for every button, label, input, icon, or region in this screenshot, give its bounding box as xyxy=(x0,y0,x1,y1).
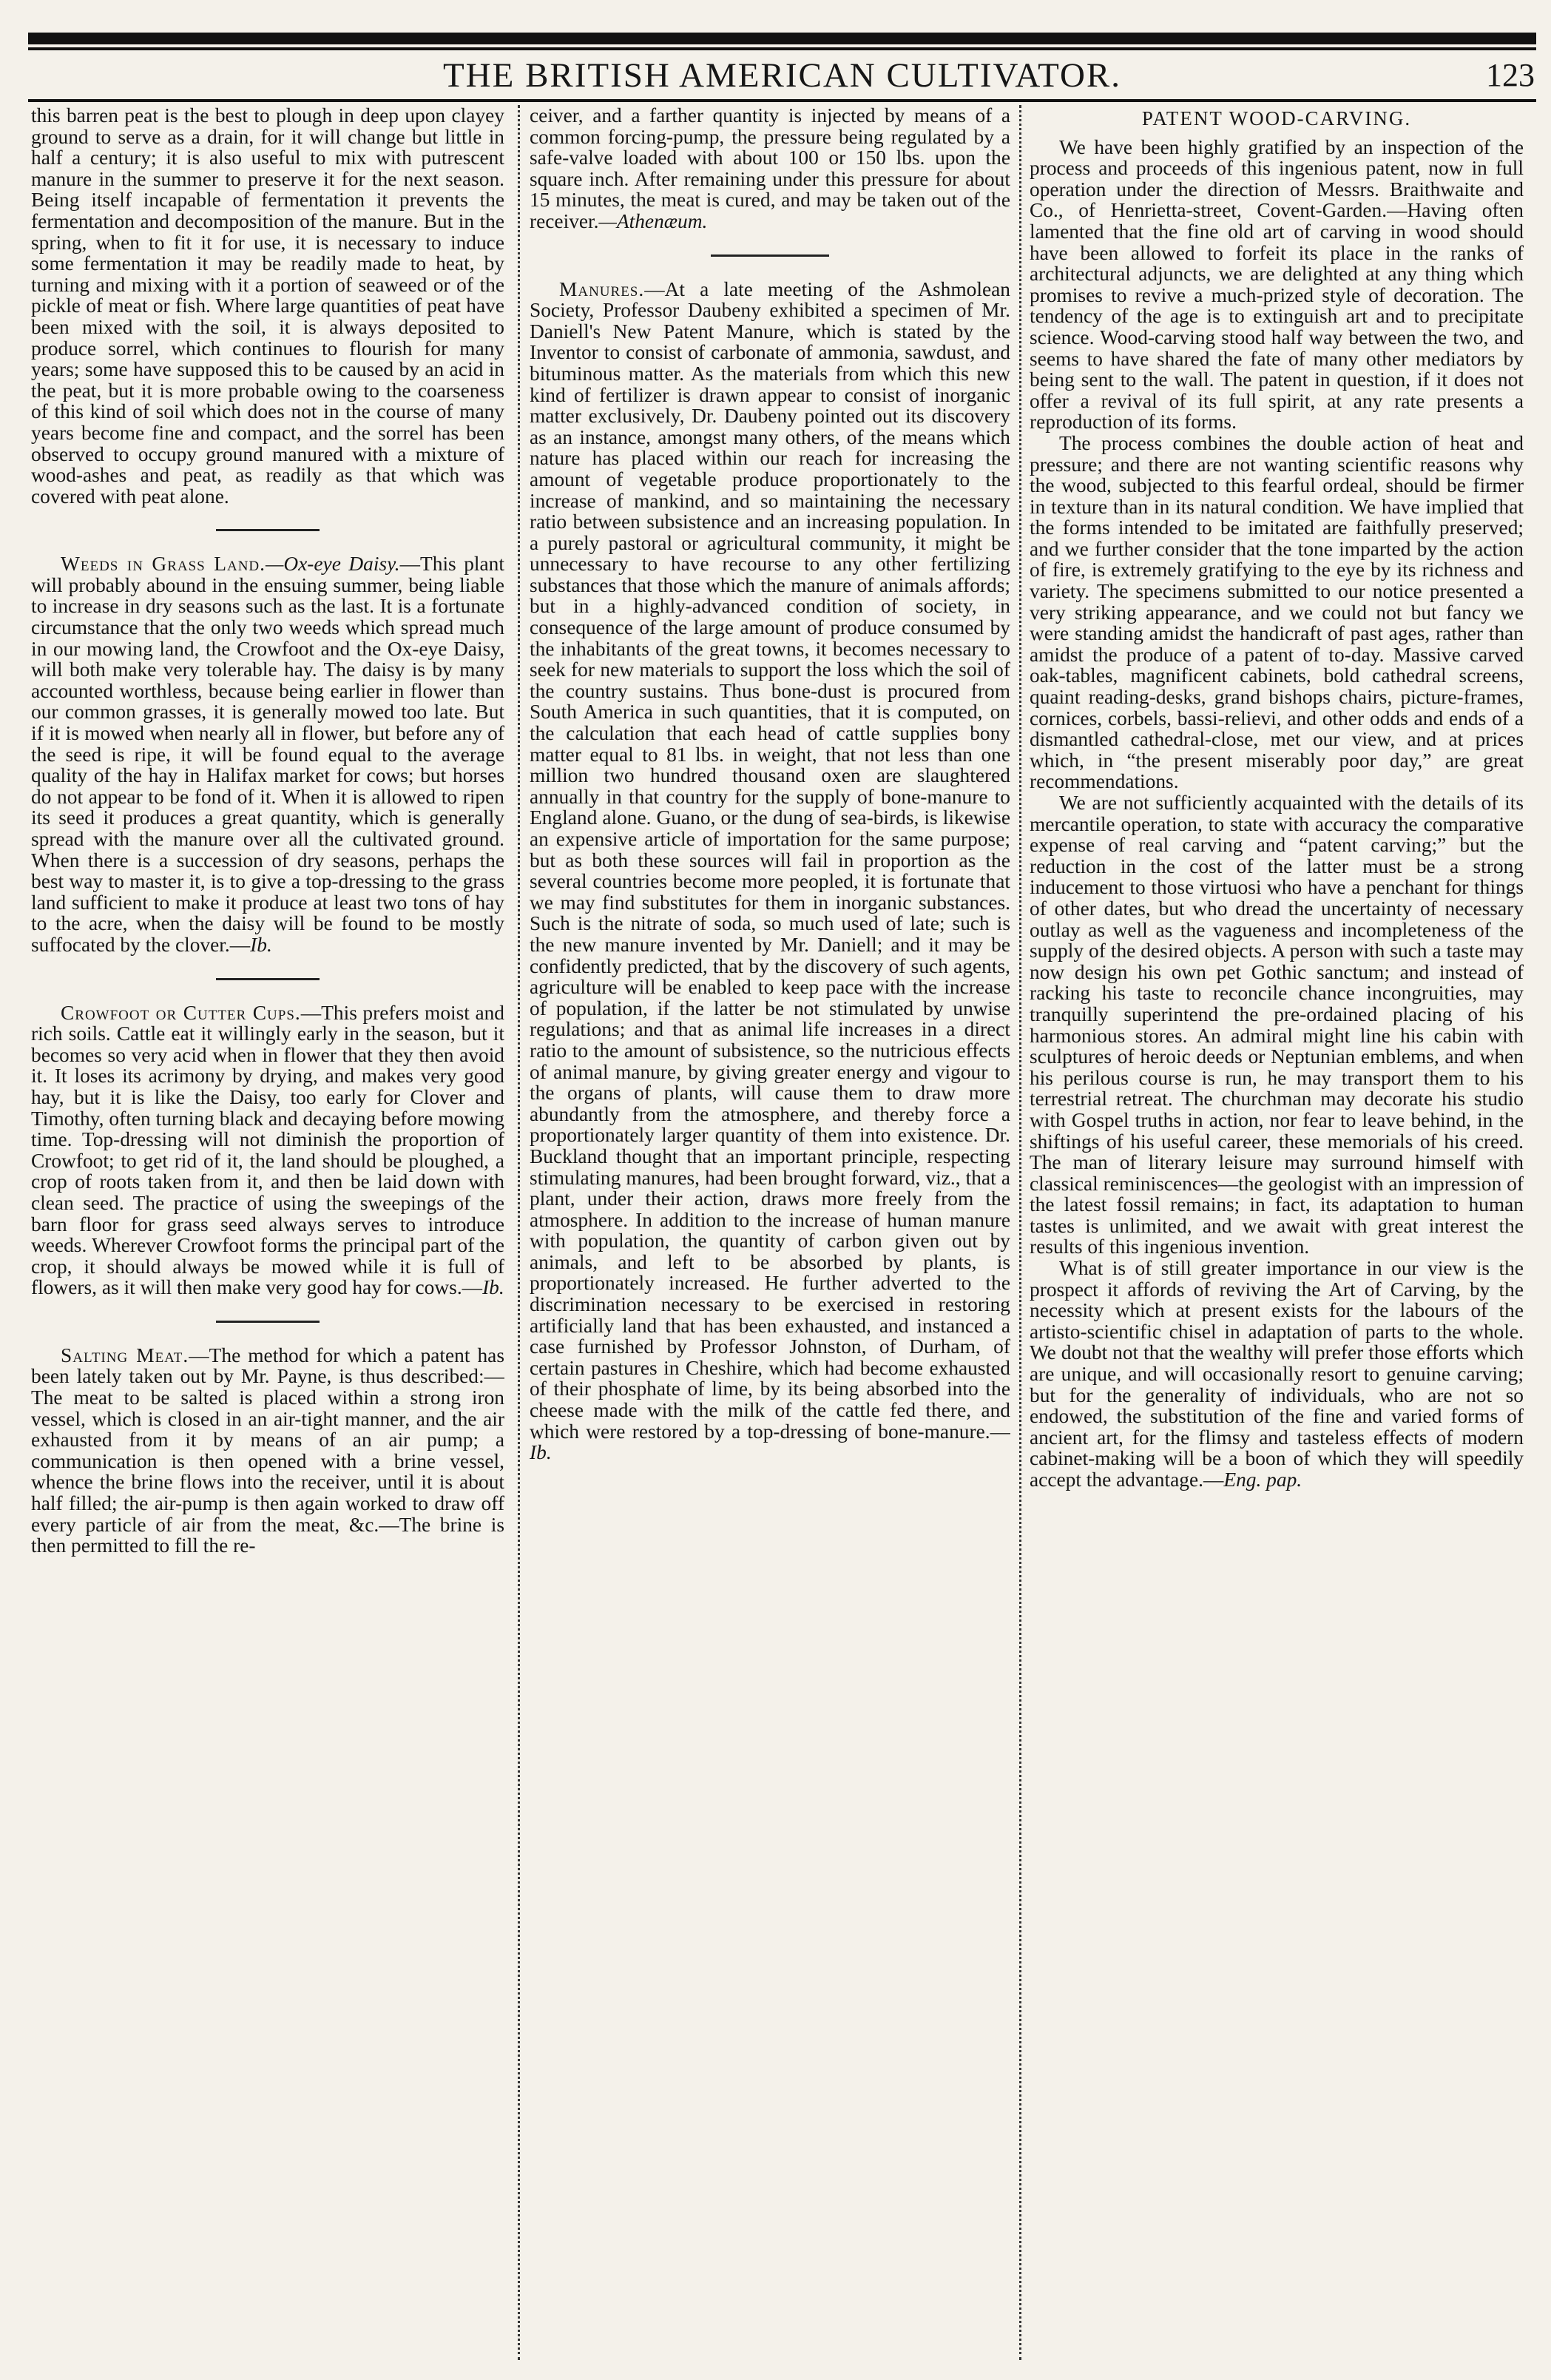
manures-article xyxy=(530,279,1010,1463)
manures-source: Ib. xyxy=(530,1441,552,1464)
weeds-article xyxy=(31,553,504,955)
weeds-heading: Weeds in Grass Land. xyxy=(61,553,266,576)
wood-carving-paragraph-1: We have been highly gratified by an inspection of the process and proceeds of this ingenious patent, now in full operation under the direction of Messrs. Braithwaite and Co., of Henrietta-street, Covent-Garden.—Having often lamented that the fine old art of carving in wood should have been allowed to forfeit its place in the ranks of architectural adjuncts, we are delighted at any thing which promises to revive a much-prized style of decoration. The tendency of the age is to extinguish art and to precipitate science. Wood-carving stood half way between the two, and seems to have shared the fate of many other mediators by being sent to the wall. The patent in question, if it does not offer a revival of its full spirit, at any rate presents a reproduction of its forms. xyxy=(1030,135,1524,434)
section-separator xyxy=(711,254,829,257)
column-1 xyxy=(31,105,504,2360)
wood-carving-paragraph-2: The process combines the double action of heat and pressure; and there are not wanting scientific reasons why the wood, subjected to this fearful ordeal, should be firmer in texture than in its natural condition. We have implied that the forms intended to be imitated are faithfully preserved; and we further consider that the tone imparted by the action of fire, is extremely gratifying to the eye by its richness and variety. The specimens submitted to our notice presented a very striking appearance, and we could not but fancy we were standing amidst the handicraft of past ages, rather than amidst the produce of a patent of to-day. Massive carved oak-tables, magnificent cabinets, bold cathedral screens, quaint reading-desks, grand bishops chairs, picture-frames, cornices, corbels, bassi-relievi, and other odds and ends of a dismantled cathedral-close, met our view, and at prices which, in “the present miserably poor day,” are great recommendations. xyxy=(1030,431,1524,793)
salting-article xyxy=(31,1345,504,1557)
column-2 xyxy=(530,105,1010,2360)
wood-carving-paragraph-3: We are not sufficiently acquainted with the details of its mercantile operation, to state with accuracy the comparative expense of real carving and “patent carving;” but the reduction in the cost of the latter must be a strong inducement to those virtuosi who have a penchant for things of other dates, but who dread the uncertainty of necessary outlay as well as the vagueness and incompleteness of the supply of the desired objects. A person with such a taste may now design his own pet Gothic sanctum; and instead of racking his taste to reconcile chance incongruities, may tranquilly superintend the pre-ordained placing of his harmonious stores. An admiral might line his cabin with sculptures of heroic deeds or Neptunian emblems, and when his perilous course is run, he may transport them to his terrestrial retreat. The churchman may decorate his studio with Gospel truths in action, nor fear to leave behind, in the shiftings of his useful career, these memorials of his creed. The man of literary leisure may surround himself with classical reminiscences—the geologist with an impression of the latest fossil remains; in fact, its adaptation to human tastes is unlimited, and we await with great interest the results of this ingenious invention. xyxy=(1030,792,1524,1258)
peat-paragraph: this barren peat is the best to plough in deep upon clayey ground to serve as a drain, for it will change but little in half a century; it is also useful to mix with putrescent manure in the summer to preserve it for the next season. Being itself incapable of fermentation it prevents the fermentation and decomposition of the manure. But in the spring, when to fit it for use, it is necessary to induce some fermentation it may be readily made to heat, by turning and mixing with it a portion of seaweed or of the pickle of meat or fish. Where large quantities of peat have been mixed with the soil, it is always deposited to produce sorrel, which continues to flourish for many years; some have supposed this to be caused by an acid in the peat, but it is more probable owing to the coarseness of this kind of soil which does not in the course of many years become fine and compact, and the sorrel has been observed to occupy ground manured with a mixture of wood-ashes and peat, as readily as that which was covered with peat alone. xyxy=(31,105,504,508)
crowfoot-source: Ib. xyxy=(482,1276,504,1299)
wood-carving-paragraph-4-body: What is of still greater importance in our view is the prospect it affords of reviving the Art of Carving, by the necessity which at present exists for the labours of the artisto-scientific chisel in adaptation of parts to the whole. We doubt not that the wealthy will prefer those efforts which are unique, and will occasionally resort to genuine carving; but for the generality of individuals, who are not so endowed, the substitution of the fine and varied forms of ancient art, for the flimsy and tasteless effects of modern cabinet-making will be a boon of which they will speedily accept the advantage.— xyxy=(1030,1257,1524,1491)
salting-continuation-body: ceiver, and a farther quantity is injected by means of a common forcing-pump, the pressure being regulated by a safe-valve loaded with about 100 or 150 lbs. upon the square inch. After remaining under this pressure for about 15 minutes, the meat is cured, and may be taken out of the receiver. xyxy=(530,105,1010,232)
masthead xyxy=(28,52,1536,99)
crowfoot-body: —This prefers moist and rich soils. Cattle eat it willingly early in the season, but it becomes so very acid when in flower that they then avoid it. It loses its acrimony by drying, and makes very good hay, but it is like the Daisy, too early for Clover and Timothy, often turning black and decaying before mowing time. Top-dressing will not diminish the proportion of Crowfoot; to get rid of it, the land should be ploughed, a crop of roots taken from it, and then be laid down with clean seed. The practice of using the sweepings of the barn floor for grass seed always serves to introduce weeds. Wherever Crowfoot forms the principal part of the crop, it should always be mowed while it is full of flowers, as it will then make very good hay for cows.— xyxy=(31,1001,504,1299)
section-separator xyxy=(216,978,320,980)
salting-continuation xyxy=(530,105,1010,232)
header-rule-thin xyxy=(28,47,1536,50)
wood-carving-paragraph-4 xyxy=(1030,1258,1524,1491)
column-3 xyxy=(1030,105,1524,2360)
column-divider xyxy=(1019,105,1021,2360)
section-separator xyxy=(216,1321,320,1323)
crowfoot-article xyxy=(31,1002,504,1298)
wood-carving-source: Eng. pap. xyxy=(1223,1469,1302,1491)
column-divider xyxy=(518,105,520,2360)
manures-heading: Manures. xyxy=(559,277,645,300)
header-rule-thick xyxy=(28,33,1536,44)
page-number: 123 xyxy=(1486,57,1535,93)
salting-heading: Salting Meat. xyxy=(61,1344,189,1366)
manures-body: —At a late meeting of the Ashmolean Society, Professor Daubeny exhibited a specimen of Mr. Daniell's New Patent Manure, which is stated by the Inventor to consist of carbonate of ammonia, sawdust, and bituminous matter. As the materials from which this new kind of fertilizer is drawn appear to consist of inorganic matter exclusively, Dr. Daubeny pointed out its discovery as an instance, amongst many others, of the means which nature has placed within our reach for increasing the amount of vegetable produce proportionately to the increase of mankind, and so maintaining the necessary ratio between subsistence and an increasing population. In a purely pastoral or agricultural community, it might be unnecessary to have recourse to any other fertilizing substances that those which the manure of animals affords; but in a highly-advanced condition of society, in consequence of the large amount of produce consumed by the inhabitants of the great towns, it becomes necessary to seek for new materials to support the loss which the soil of the country sustains. Thus bone-dust is procured from South America in such quantities, that it is computed, on the calculation that each head of cattle supplies bony matter equal to 81 lbs. in weight, that not less than one million two hundred thousand oxen are slaughtered annually in that country for the supply of bone-manure to England alone. Guano, or the dung of sea-birds, is likewise an expensive article of importation for the same purpose; but as both these sources will fail in proportion as the several countries become more peopled, it is fortunate that we may find substitutes for them in inorganic substances. Such is the nitrate of soda, so much used of late; such is the new manure invented by Mr. Daniell; and it may be confidently predicted, that by the discovery of such agents, agriculture will be enabled to keep pace with the increase of population, if the latter be not stimulated by unwise regulations; and that as animal life increases in a direct ratio to the amount of subsistence, so the nutricious effects of animal manure, by giving greater energy and vigour to the organs of plants, will cause them to draw more abundantly from the atmosphere, and thereby force a proportionately larger quantity of them into existence. Dr. Buckland thought that an important principle, respecting stimulating manures, had been brought forward, viz., that a plant, under their action, draws more freely from the atmosphere. In addition to the increase of human manure with population, the quantity of carbon given out by animals, and left to be absorbed by plants, is proportionately increased. He further adverted to the discrimination necessary to be exercised in restoring artificially land that has been exhausted, and instanced a case furnished by Professor Johnston, of Durham, of certain pastures in Cheshire, which had become exhausted of their phosphate of lime, by its being absorbed into the cheese made with the milk of the cattle fed there, and which were restored by a top-dressing of bone-manure.— xyxy=(530,277,1010,1443)
salting-body: —The method for which a patent has been lately taken out by Mr. Payne, is thus described:—The meat to be salted is placed within a strong iron vessel, which is closed in an air-tight manner, and the air exhausted from it by means of an air pump; a communication is then opened with a brine vessel, whence the brine flows into the receiver, until it is about half filled; the air-pump is then again worked to draw off every particle of air from the meat, &c.—The brine is then permitted to fill the re- xyxy=(31,1344,504,1557)
crowfoot-heading: Crowfoot or Cutter Cups. xyxy=(61,1001,301,1024)
salting-source: —Athenæum. xyxy=(598,209,708,232)
weeds-subheading: —Ox-eye Daisy. xyxy=(265,553,400,576)
page-title: THE BRITISH AMERICAN CULTIVATOR. xyxy=(442,56,1122,95)
weeds-source: Ib. xyxy=(250,933,272,956)
masthead-rule xyxy=(28,99,1536,102)
weeds-body: —This plant will probably abound in the ensuing summer, being liable to increase in dry seasons such as the last. It is a fortunate circumstance that the only two weeds which spread much in our mowing land, the Crowfoot and the Ox-eye Daisy, will both make very tolerable hay. The daisy is by many accounted worthless, because being earlier in flower than our common grasses, it is generally mowed too late. But if it is mowed when nearly all in flower, but before any of the seed is ripe, it will be found equal to the average quality of the hay in Halifax market for cows; but horses do not appear to be fond of it. When it is allowed to ripen its seed it produces a great quantity, which is generally spread with the manure over all the cultivated ground. When there is a succession of dry seasons, perhaps the best way to master it, is to give a top-dressing to the grass land sufficient to make it produce at least two tons of hay to the acre, when the daisy will be found to be mostly suffocated by the clover.— xyxy=(31,553,504,956)
section-separator xyxy=(216,529,320,531)
wood-carving-heading: PATENT WOOD-CARVING. xyxy=(1141,107,1412,129)
